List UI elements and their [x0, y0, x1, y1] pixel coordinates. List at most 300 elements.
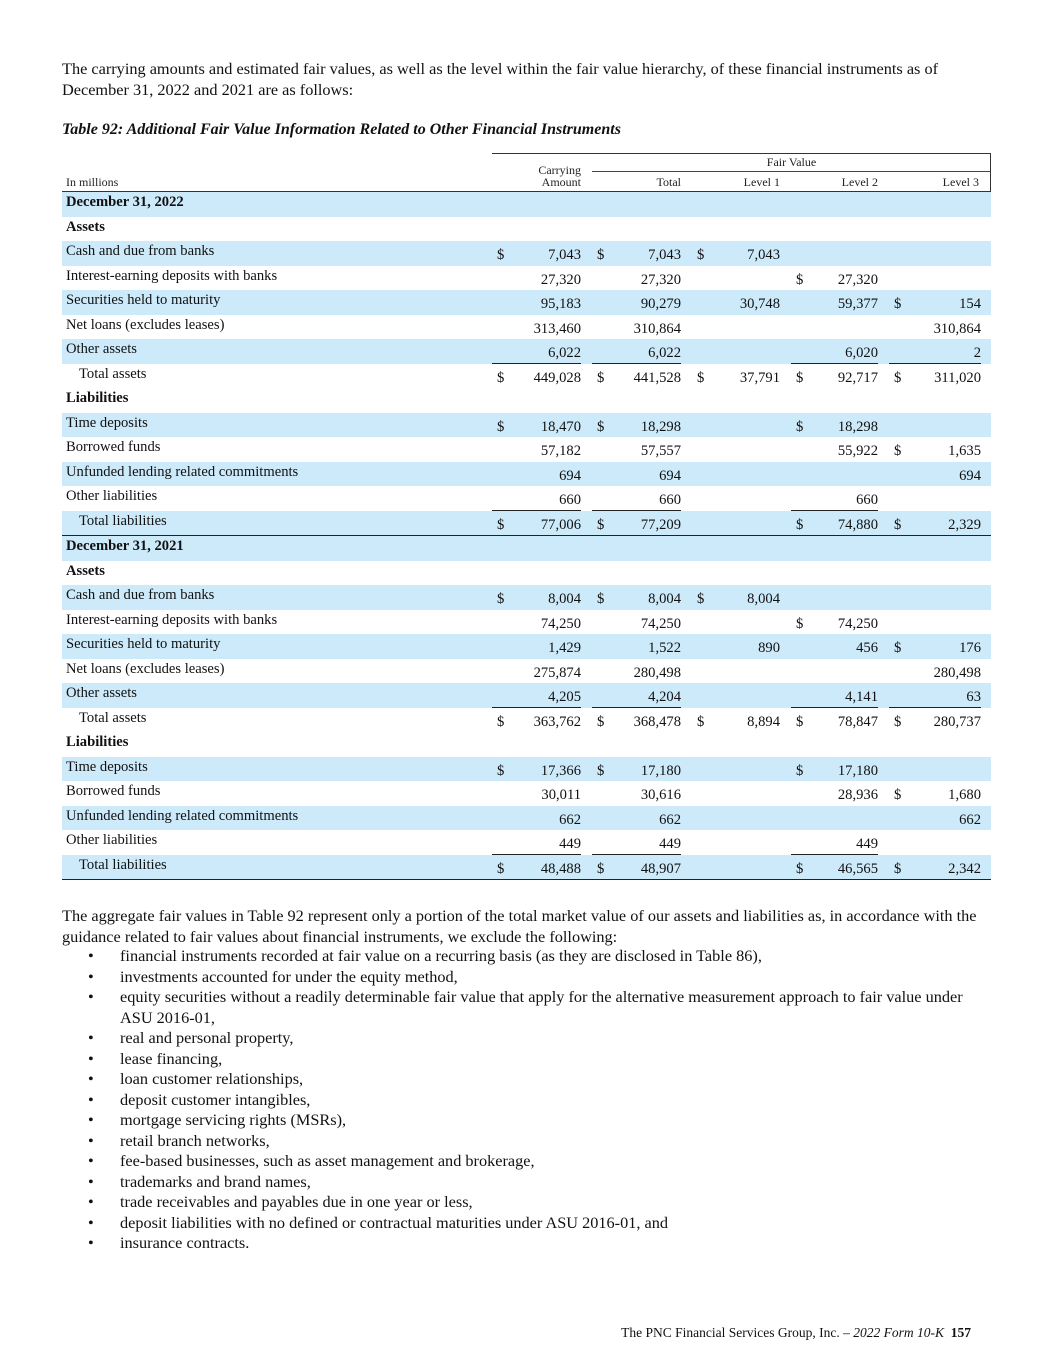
bullet-icon: •	[88, 1130, 94, 1150]
value-cell	[889, 585, 981, 610]
value-cell	[889, 806, 981, 831]
value-cell	[791, 830, 878, 855]
value-cell	[692, 364, 780, 389]
cell-value: 17,180	[640, 762, 681, 779]
dollar-sign: $	[697, 247, 705, 263]
header-level-1: Level 1	[743, 175, 780, 189]
value-cell	[692, 437, 780, 462]
row-label: Securities held to maturity	[66, 292, 221, 308]
bullet-text: real and personal property,	[120, 1028, 294, 1047]
cell-value: 95,183	[540, 296, 581, 312]
cell-value: 2,342	[948, 860, 981, 877]
bullet-icon: •	[88, 1028, 94, 1047]
cell-value: 8,004	[548, 591, 581, 607]
row-label: Cash and due from banks	[66, 243, 215, 259]
value-cell	[791, 241, 878, 266]
value-cell	[692, 339, 780, 364]
bullet-icon: •	[88, 946, 94, 965]
table-row	[62, 241, 991, 266]
value-cell	[889, 339, 981, 364]
value-cell	[889, 683, 981, 708]
dollar-sign: $	[796, 762, 804, 779]
bullet-icon: •	[88, 987, 94, 1006]
bullet-text: mortgage servicing rights (MSRs),	[120, 1110, 347, 1129]
cell-value: 449,028	[533, 369, 581, 386]
value-cell	[791, 634, 878, 659]
section-title: December 31, 2021	[66, 538, 184, 554]
table-row	[62, 315, 991, 340]
value-cell	[492, 659, 581, 684]
cell-value: 8,004	[747, 591, 780, 607]
row-label: Interest-earning deposits with banks	[66, 611, 278, 628]
row-label: Net loans (excludes leases)	[66, 316, 225, 333]
value-cell	[692, 585, 780, 610]
cell-value: 660	[559, 492, 581, 508]
row-label: Total liabilities	[79, 512, 167, 529]
value-cell	[791, 806, 878, 831]
value-cell	[592, 511, 681, 536]
value-cell	[492, 241, 581, 266]
value-cell	[791, 585, 878, 610]
cell-value: 18,298	[640, 418, 681, 435]
group-header-row	[62, 732, 991, 757]
value-cell	[492, 486, 581, 511]
cell-value: 18,298	[837, 418, 878, 435]
value-cell	[791, 266, 878, 291]
dollar-sign: $	[497, 369, 505, 386]
bullet-item	[62, 1172, 997, 1193]
value-cell	[692, 683, 780, 708]
bullet-text: equity securities without a readily determinable fair value that apply for the alternative measurement approach to fair value under ASU 2016-01,	[120, 987, 963, 1027]
cell-value: 311,020	[934, 369, 981, 386]
intro-paragraph: The carrying amounts and estimated fair values, as well as the level within the fair value hierarchy, of these financial instruments as of December 31, 2022 and 2021 are as follows:	[62, 59, 939, 99]
exclusions-paragraph: The aggregate fair values in Table 92 represent only a portion of the total market value of our assets and liabilities as, in accordance with the guidance related to fair values about financial instruments, we exclude the following:	[62, 906, 977, 946]
bullet-icon: •	[88, 1151, 94, 1170]
value-cell	[791, 413, 878, 438]
dollar-sign: $	[697, 713, 705, 730]
bullet-text: deposit customer intangibles,	[120, 1089, 311, 1109]
value-cell	[791, 486, 878, 511]
value-cell	[592, 708, 681, 733]
value-cell	[692, 830, 780, 855]
value-cell	[592, 855, 681, 880]
value-cell	[791, 462, 878, 487]
value-cell	[692, 781, 780, 806]
value-cell	[592, 585, 681, 610]
bullet-item	[62, 1233, 997, 1254]
dollar-sign: $	[796, 516, 804, 533]
row-label: Cash and due from banks	[66, 587, 215, 603]
value-cell	[492, 315, 581, 340]
bullet-text: lease financing,	[120, 1048, 223, 1068]
row-label: Total liabilities	[79, 856, 167, 873]
bullet-item	[62, 967, 997, 988]
cell-value: 7,043	[548, 247, 581, 263]
dollar-sign: $	[597, 591, 605, 607]
row-label: Time deposits	[66, 414, 148, 431]
value-cell	[492, 634, 581, 659]
value-cell	[492, 364, 581, 389]
dollar-sign: $	[796, 418, 804, 435]
value-cell	[692, 708, 780, 733]
dollar-sign: $	[597, 860, 605, 877]
value-cell	[889, 462, 981, 487]
cell-value: 27,320	[640, 271, 681, 288]
value-cell	[692, 806, 780, 831]
dollar-sign: $	[796, 860, 804, 877]
value-cell	[592, 315, 681, 340]
dollar-sign: $	[894, 369, 902, 386]
dollar-sign: $	[597, 369, 605, 386]
value-cell	[692, 413, 780, 438]
row-label: Interest-earning deposits with banks	[66, 267, 278, 284]
bullet-icon: •	[88, 1233, 94, 1252]
footer-company: The PNC Financial Services Group, Inc. –	[621, 1325, 854, 1340]
cell-value: 78,847	[837, 713, 878, 730]
value-cell	[692, 610, 780, 635]
cell-value: 456	[856, 640, 878, 656]
value-cell	[791, 315, 878, 340]
cell-value: 57,557	[640, 443, 681, 459]
dollar-sign: $	[796, 713, 804, 730]
value-cell	[692, 290, 780, 315]
total-row	[62, 364, 991, 389]
bullet-item	[62, 1049, 997, 1070]
table-header	[62, 153, 991, 191]
value-cell	[592, 830, 681, 855]
cell-value: 37,791	[739, 369, 780, 386]
bullet-item	[62, 1151, 997, 1172]
header-total: Total	[656, 175, 681, 189]
bullet-item	[62, 1028, 997, 1049]
value-cell	[492, 781, 581, 806]
cell-value: 6,022	[648, 345, 681, 361]
value-cell	[791, 855, 878, 880]
cell-value: 30,748	[739, 296, 780, 312]
bullet-item	[62, 1110, 997, 1131]
value-cell	[692, 634, 780, 659]
row-label: Net loans (excludes leases)	[66, 660, 225, 677]
value-cell	[889, 364, 981, 389]
cell-value: 55,922	[837, 443, 878, 459]
bullet-icon: •	[88, 1110, 94, 1129]
dollar-sign: $	[597, 516, 605, 533]
value-cell	[492, 511, 581, 536]
cell-value: 7,043	[648, 247, 681, 263]
table-row	[62, 437, 991, 462]
cell-value: 6,022	[548, 345, 581, 361]
bullet-icon: •	[88, 1089, 94, 1109]
row-label: Borrowed funds	[66, 439, 161, 455]
value-cell	[492, 413, 581, 438]
bullet-text: fee-based businesses, such as asset management and brokerage,	[120, 1151, 535, 1170]
value-cell	[889, 315, 981, 340]
dollar-sign: $	[894, 640, 902, 656]
fair-value-table	[62, 153, 991, 880]
cell-value: 74,250	[837, 615, 878, 632]
cell-value: 74,250	[540, 615, 581, 632]
cell-value: 890	[758, 640, 780, 656]
value-cell	[492, 806, 581, 831]
dollar-sign: $	[497, 713, 505, 730]
value-cell	[492, 437, 581, 462]
header-level-2: Level 2	[841, 175, 878, 189]
value-cell	[791, 511, 878, 536]
cell-value: 1,635	[948, 443, 981, 459]
table-row	[62, 634, 991, 659]
cell-value: 441,528	[633, 369, 681, 386]
value-cell	[791, 364, 878, 389]
cell-value: 77,209	[640, 516, 681, 533]
total-row	[62, 511, 991, 536]
total-row	[62, 708, 991, 733]
value-cell	[592, 462, 681, 487]
bullet-item	[62, 1131, 997, 1152]
cell-value: 449	[559, 836, 581, 852]
value-cell	[692, 241, 780, 266]
cell-value: 313,460	[533, 320, 581, 337]
group-header-row	[62, 388, 991, 413]
cell-value: 27,320	[837, 271, 878, 288]
exclusions-list	[62, 946, 997, 1254]
value-cell	[592, 290, 681, 315]
value-cell	[791, 683, 878, 708]
row-label: Total assets	[79, 709, 147, 726]
bullet-icon: •	[88, 1171, 94, 1191]
cell-value: 74,250	[640, 615, 681, 632]
table-title: Table 92: Additional Fair Value Information Related to Other Financial Instruments	[62, 121, 621, 138]
value-cell	[791, 781, 878, 806]
bullet-text: financial instruments recorded at fair value on a recurring basis (as they are disclosed in Table 86),	[120, 946, 762, 965]
cell-value: 18,470	[540, 418, 581, 435]
value-cell	[692, 757, 780, 782]
table-row	[62, 830, 991, 855]
value-cell	[692, 266, 780, 291]
cell-value: 48,488	[540, 860, 581, 877]
dollar-sign: $	[497, 247, 505, 263]
cell-value: 1,429	[548, 640, 581, 656]
value-cell	[592, 610, 681, 635]
row-label: Other assets	[66, 341, 137, 357]
total-row	[62, 855, 991, 880]
cell-value: 74,880	[837, 516, 878, 533]
table-row	[62, 781, 991, 806]
value-cell	[492, 339, 581, 364]
value-cell	[889, 241, 981, 266]
value-cell	[889, 781, 981, 806]
dollar-sign: $	[894, 443, 902, 459]
value-cell	[791, 610, 878, 635]
header-carrying: Carrying	[538, 163, 581, 177]
header-level-3: Level 3	[942, 175, 979, 189]
value-cell	[889, 659, 981, 684]
bullet-item	[62, 1213, 997, 1234]
bullet-icon: •	[88, 1048, 94, 1068]
header-fair-value: Fair Value	[766, 155, 817, 169]
dollar-sign: $	[894, 787, 902, 803]
value-cell	[592, 266, 681, 291]
value-cell	[889, 511, 981, 536]
value-cell	[592, 437, 681, 462]
cell-value: 30,011	[541, 787, 581, 803]
value-cell	[889, 486, 981, 511]
group-title: Liabilities	[66, 390, 129, 406]
footer-form: 2022 Form 10-K	[853, 1325, 944, 1340]
value-cell	[889, 610, 981, 635]
header-in-millions: In millions	[66, 175, 119, 189]
cell-value: 2	[973, 345, 981, 361]
value-cell	[889, 413, 981, 438]
dollar-sign: $	[894, 516, 902, 533]
value-cell	[592, 241, 681, 266]
value-cell	[592, 806, 681, 831]
value-cell	[592, 659, 681, 684]
dollar-sign: $	[796, 369, 804, 386]
value-cell	[889, 634, 981, 659]
value-cell	[889, 290, 981, 315]
bullet-item	[62, 1090, 997, 1111]
cell-value: 30,616	[640, 787, 681, 803]
table-row	[62, 610, 991, 635]
cell-value: 4,141	[845, 689, 878, 705]
value-cell	[492, 757, 581, 782]
value-cell	[791, 757, 878, 782]
value-cell	[791, 290, 878, 315]
table-row	[62, 339, 991, 364]
bullet-icon: •	[88, 1069, 94, 1088]
row-label: Total assets	[79, 365, 147, 382]
value-cell	[791, 708, 878, 733]
group-header-row	[62, 217, 991, 242]
cell-value: 662	[559, 811, 581, 828]
cell-value: 7,043	[747, 247, 780, 263]
dollar-sign: $	[497, 860, 505, 877]
value-cell	[592, 364, 681, 389]
cell-value: 662	[659, 811, 681, 828]
bullet-icon: •	[88, 966, 94, 986]
cell-value: 17,366	[540, 762, 581, 779]
value-cell	[492, 708, 581, 733]
dollar-sign: $	[894, 860, 902, 877]
group-title: Assets	[66, 562, 105, 579]
cell-value: 8,004	[648, 591, 681, 607]
dollar-sign: $	[894, 713, 902, 730]
group-title: Assets	[66, 218, 105, 235]
value-cell	[592, 757, 681, 782]
row-label: Other liabilities	[66, 832, 158, 848]
section-title: December 31, 2022	[66, 194, 184, 210]
cell-value: 280,498	[633, 664, 681, 681]
value-cell	[592, 339, 681, 364]
cell-value: 280,498	[933, 664, 981, 681]
bullet-item	[62, 946, 997, 967]
group-title: Liabilities	[66, 734, 129, 750]
cell-value: 4,204	[648, 689, 681, 705]
cell-value: 280,737	[933, 713, 981, 730]
value-cell	[692, 486, 780, 511]
value-cell	[492, 610, 581, 635]
table-row	[62, 757, 991, 782]
bullet-item	[62, 1069, 997, 1090]
bullet-item	[62, 987, 997, 1028]
value-cell	[889, 855, 981, 880]
cell-value: 77,006	[540, 516, 581, 533]
cell-value: 1,680	[948, 787, 981, 803]
dollar-sign: $	[597, 713, 605, 730]
dollar-sign: $	[497, 591, 505, 607]
value-cell	[492, 462, 581, 487]
cell-value: 694	[659, 467, 681, 484]
bullet-item	[62, 1192, 997, 1213]
cell-value: 6,020	[845, 345, 878, 361]
dollar-sign: $	[597, 762, 605, 779]
cell-value: 310,864	[633, 320, 681, 337]
value-cell	[791, 339, 878, 364]
row-label: Other assets	[66, 685, 137, 701]
dollar-sign: $	[796, 615, 804, 632]
cell-value: 660	[856, 492, 878, 508]
cell-value: 449	[856, 836, 878, 852]
cell-value: 2,329	[948, 516, 981, 533]
cell-value: 176	[959, 640, 981, 656]
value-cell	[692, 659, 780, 684]
dollar-sign: $	[497, 516, 505, 533]
row-label: Securities held to maturity	[66, 636, 221, 652]
cell-value: 17,180	[837, 762, 878, 779]
value-cell	[592, 486, 681, 511]
value-cell	[492, 855, 581, 880]
table-row	[62, 659, 991, 684]
cell-value: 28,936	[837, 787, 878, 803]
table-body	[62, 191, 991, 880]
cell-value: 92,717	[837, 369, 878, 386]
value-cell	[791, 437, 878, 462]
value-cell	[791, 659, 878, 684]
dollar-sign: $	[697, 369, 705, 386]
row-label: Borrowed funds	[66, 783, 161, 799]
cell-value: 694	[559, 467, 581, 484]
cell-value: 1,522	[648, 640, 681, 656]
section-header-row	[62, 535, 991, 561]
dollar-sign: $	[497, 418, 505, 435]
value-cell	[692, 855, 780, 880]
value-cell	[492, 290, 581, 315]
cell-value: 48,907	[640, 860, 681, 877]
dollar-sign: $	[497, 762, 505, 779]
dollar-sign: $	[597, 418, 605, 435]
bullet-text: loan customer relationships,	[120, 1069, 304, 1088]
value-cell	[692, 511, 780, 536]
bullet-text: investments accounted for under the equity method,	[120, 966, 458, 986]
row-label: Time deposits	[66, 758, 148, 775]
value-cell	[492, 830, 581, 855]
table-row	[62, 290, 991, 315]
value-cell	[692, 462, 780, 487]
value-cell	[889, 708, 981, 733]
row-label: Unfunded lending related commitments	[66, 463, 299, 480]
dollar-sign: $	[697, 591, 705, 607]
value-cell	[889, 266, 981, 291]
bullet-text: retail branch networks,	[120, 1130, 270, 1150]
row-label: Unfunded lending related commitments	[66, 807, 299, 824]
cell-value: 4,205	[548, 689, 581, 705]
cell-value: 310,864	[933, 320, 981, 337]
bullet-icon: •	[88, 1212, 94, 1232]
cell-value: 449	[659, 836, 681, 852]
page-footer	[621, 1325, 971, 1341]
cell-value: 660	[659, 492, 681, 508]
dollar-sign: $	[894, 296, 902, 312]
